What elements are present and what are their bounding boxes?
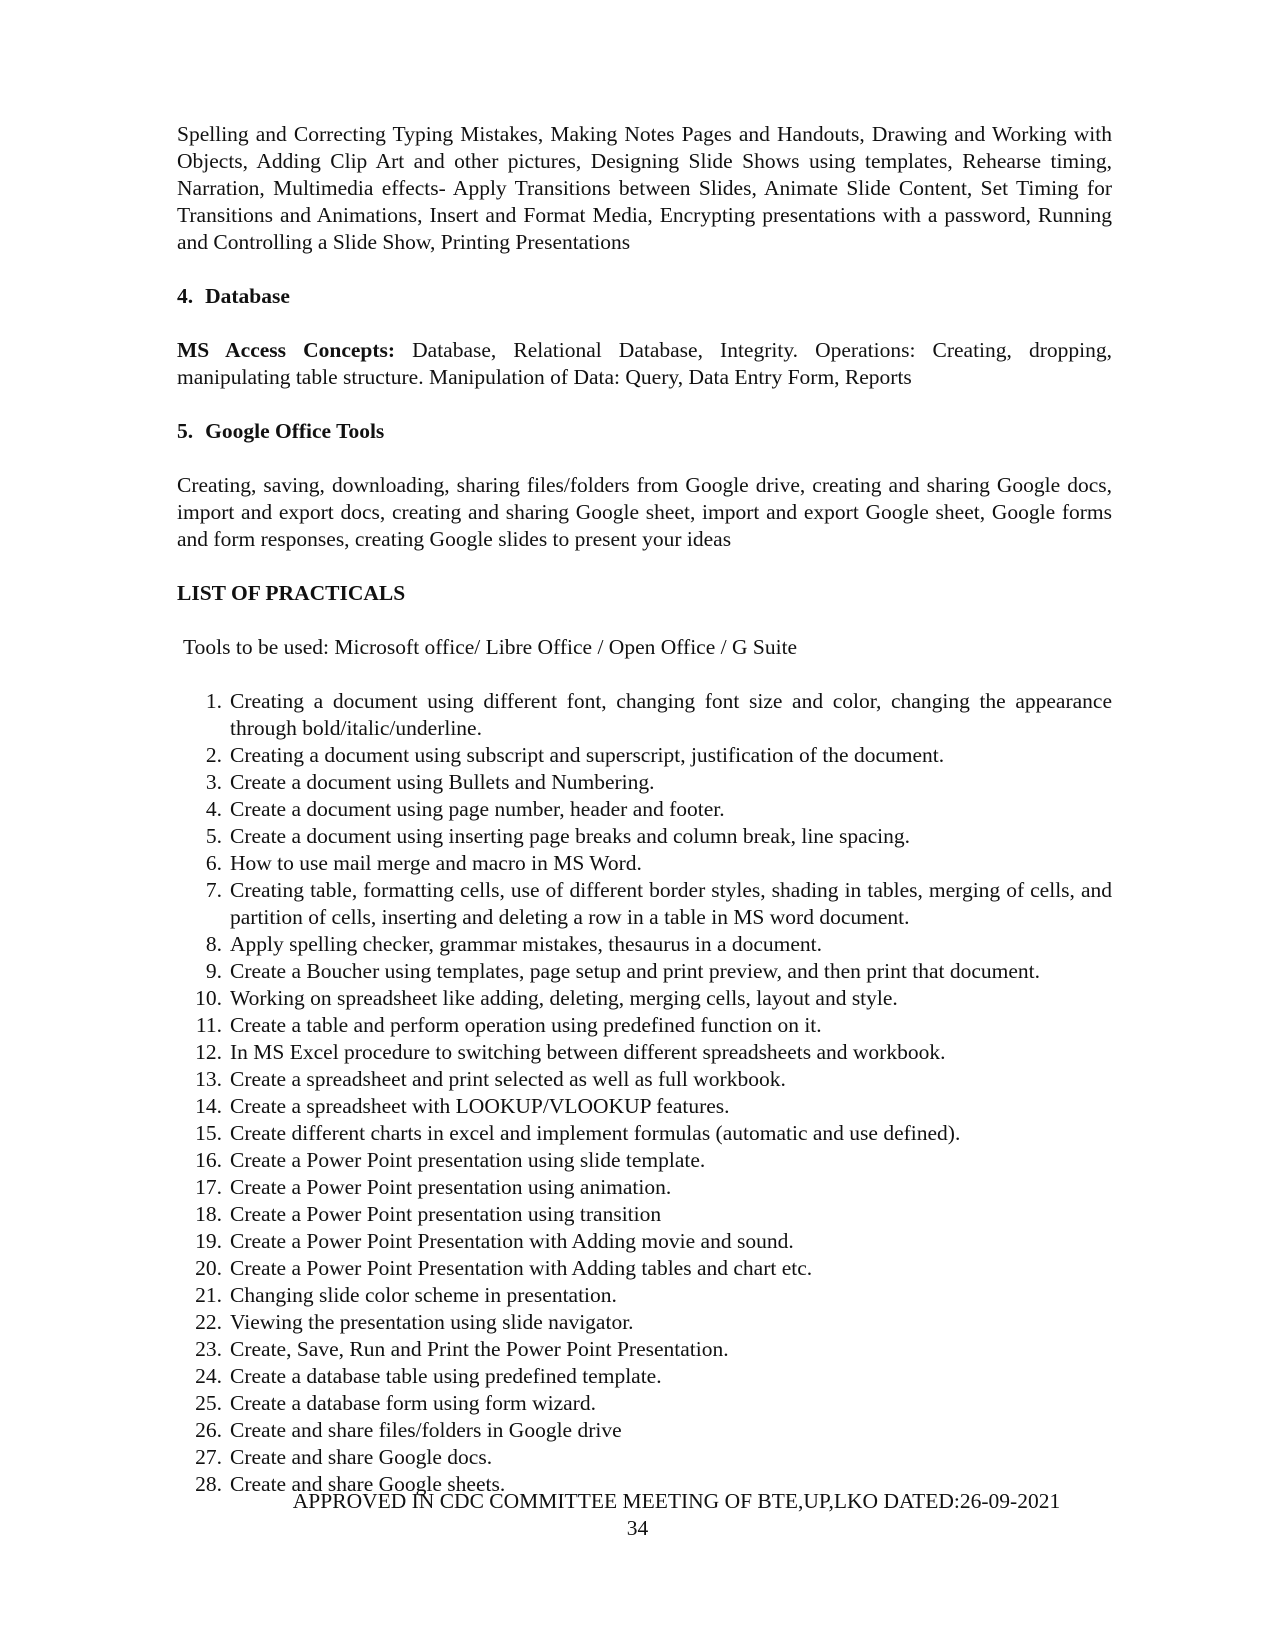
- page-footer: [0, 1488, 1275, 1542]
- practical-item: [177, 1120, 1112, 1147]
- practical-text: Viewing the presentation using slide navigator.: [230, 1310, 634, 1334]
- practical-item: [177, 1093, 1112, 1120]
- spacer: [177, 553, 1112, 580]
- practical-item: [177, 1228, 1112, 1255]
- practical-item: [177, 1444, 1112, 1471]
- practical-number: 7.: [205, 878, 222, 902]
- practicals-heading: LIST OF PRACTICALS: [177, 581, 406, 605]
- practical-text: How to use mail merge and macro in MS Word.: [230, 851, 642, 875]
- practical-number: 25.: [195, 1391, 222, 1415]
- practical-item: [177, 1039, 1112, 1066]
- practical-number: 22.: [195, 1310, 222, 1334]
- section-4-paragraph: [177, 337, 1112, 391]
- practical-text: Creating table, formatting cells, use of different border styles, shading in tables, merging of cells, and partition of cells, inserting and deleting a row in a table in MS word document.: [230, 878, 1112, 929]
- practical-item: [177, 985, 1112, 1012]
- practical-number: 16.: [195, 1148, 222, 1172]
- practical-text: Create different charts in excel and implement formulas (automatic and use defined).: [230, 1121, 961, 1145]
- practical-number: 6.: [205, 851, 222, 875]
- practical-item: [177, 688, 1112, 742]
- practical-number: 20.: [195, 1256, 222, 1280]
- practical-number: 13.: [195, 1067, 222, 1091]
- section-4-number: 4.: [177, 284, 194, 308]
- practical-item: [177, 1147, 1112, 1174]
- practical-number: 14.: [195, 1094, 222, 1118]
- practical-number: 11.: [195, 1013, 222, 1037]
- practical-item: [177, 1390, 1112, 1417]
- practical-text: Creating a document using subscript and superscript, justification of the document.: [230, 743, 945, 767]
- section-4-body: Database, Relational Database, Integrity. Operations: Creating, dropping, manipulating table structure. Manipulation of Data: Query, Data Entry Form, Reports: [177, 338, 1112, 389]
- spacer: [177, 607, 1112, 634]
- practical-text: Create a document using Bullets and Numbering.: [230, 770, 655, 794]
- practical-text: Create a Power Point presentation using animation.: [230, 1175, 672, 1199]
- practical-text: Create a document using inserting page breaks and column break, line spacing.: [230, 824, 911, 848]
- practical-text: Create and share files/folders in Google drive: [230, 1418, 622, 1442]
- section-5-paragraph: Creating, saving, downloading, sharing files/folders from Google drive, creating and sharing Google docs, import and export docs, creating and sharing Google sheet, import and export Google sheet, Google forms and form responses, creating Google slides to present your ideas: [177, 473, 1112, 551]
- document-page: [177, 121, 1112, 1498]
- practical-item: [177, 1174, 1112, 1201]
- practical-text: In MS Excel procedure to switching between different spreadsheets and workbook.: [230, 1040, 946, 1064]
- practical-number: 18.: [195, 1202, 222, 1226]
- spacer: [177, 445, 1112, 472]
- section-4-title: Database: [205, 284, 290, 308]
- practical-number: 1.: [205, 689, 222, 713]
- spacer: [177, 310, 1112, 337]
- approval-note: APPROVED IN CDC COMMITTEE MEETING OF BTE,UP,LKO DATED:26-09-2021: [292, 1489, 1061, 1513]
- practical-text: Apply spelling checker, grammar mistakes, thesaurus in a document.: [230, 932, 823, 956]
- practical-number: 27.: [195, 1445, 222, 1469]
- practical-text: Create a database table using predefined template.: [230, 1364, 662, 1388]
- tools-line: Tools to be used: Microsoft office/ Libre Office / Open Office / G Suite: [183, 635, 798, 659]
- practical-text: Create a database form using form wizard.: [230, 1391, 596, 1415]
- practical-number: 3.: [205, 770, 222, 794]
- practical-text: Create a spreadsheet with LOOKUP/VLOOKUP features.: [230, 1094, 730, 1118]
- practical-item: [177, 769, 1112, 796]
- practical-text: Create a Power Point Presentation with Adding movie and sound.: [230, 1229, 794, 1253]
- practical-item: [177, 1363, 1112, 1390]
- spacer: [177, 256, 1112, 283]
- practical-text: Create and share Google sheets.: [230, 1472, 506, 1496]
- practical-number: 17.: [195, 1175, 222, 1199]
- practical-item: [177, 931, 1112, 958]
- practical-item: [177, 1282, 1112, 1309]
- section-4-lead: MS Access Concepts:: [177, 338, 396, 362]
- section-5-heading: [177, 418, 1112, 445]
- practical-item: [177, 1201, 1112, 1228]
- practical-text: Create a table and perform operation using predefined function on it.: [230, 1013, 822, 1037]
- practical-text: Create a Power Point Presentation with Adding tables and chart etc.: [230, 1256, 813, 1280]
- practical-number: 8.: [205, 932, 222, 956]
- section-4-heading: [177, 283, 1112, 310]
- practical-text: Create a Power Point presentation using slide template.: [230, 1148, 706, 1172]
- practical-item: [177, 850, 1112, 877]
- practical-number: 24.: [195, 1364, 222, 1388]
- section-5-number: 5.: [177, 419, 194, 443]
- section-5-title: Google Office Tools: [205, 419, 385, 443]
- practical-number: 19.: [195, 1229, 222, 1253]
- practicals-list: [177, 688, 1112, 1498]
- practical-number: 9.: [205, 959, 222, 983]
- intro-paragraph: Spelling and Correcting Typing Mistakes, Making Notes Pages and Handouts, Drawing and Working with Objects, Adding Clip Art and other pictures, Designing Slide Shows using templates, Rehearse timing, Narration, Multimedia effects- Apply Transitions between Slides, Animate Slide Content, Set Timing for Transitions and Animations, Insert and Format Media, Encrypting presentations with a password, Running and Controlling a Slide Show, Printing Presentations: [177, 122, 1112, 254]
- practical-item: [177, 877, 1112, 931]
- practical-item: [177, 1012, 1112, 1039]
- practical-text: Create a Power Point presentation using transition: [230, 1202, 662, 1226]
- practical-text: Working on spreadsheet like adding, deleting, merging cells, layout and style.: [230, 986, 898, 1010]
- practical-text: Changing slide color scheme in presentation.: [230, 1283, 617, 1307]
- practical-number: 28.: [195, 1472, 222, 1496]
- practical-item: [177, 1255, 1112, 1282]
- practical-text: Create and share Google docs.: [230, 1445, 493, 1469]
- practical-item: [177, 1309, 1112, 1336]
- practical-text: Creating a document using different font, changing font size and color, changing the appearance through bold/italic/underline.: [230, 689, 1112, 740]
- practical-item: [177, 1336, 1112, 1363]
- practical-number: 15.: [195, 1121, 222, 1145]
- practical-number: 23.: [195, 1337, 222, 1361]
- page-number: 34: [626, 1516, 649, 1540]
- practical-number: 4.: [205, 797, 222, 821]
- practical-item: [177, 796, 1112, 823]
- practical-text: Create, Save, Run and Print the Power Point Presentation.: [230, 1337, 729, 1361]
- practical-text: Create a Boucher using templates, page setup and print preview, and then print that document.: [230, 959, 1040, 983]
- practical-number: 12.: [195, 1040, 222, 1064]
- practical-number: 21.: [195, 1283, 222, 1307]
- practical-item: [177, 823, 1112, 850]
- practical-item: [177, 1417, 1112, 1444]
- spacer: [177, 661, 1112, 688]
- practical-text: Create a spreadsheet and print selected as well as full workbook.: [230, 1067, 786, 1091]
- practical-number: 10.: [195, 986, 222, 1010]
- practical-item: [177, 742, 1112, 769]
- practical-item: [177, 1066, 1112, 1093]
- practical-text: Create a document using page number, header and footer.: [230, 797, 725, 821]
- practical-number: 2.: [205, 743, 222, 767]
- spacer: [177, 391, 1112, 418]
- practical-number: 5.: [205, 824, 222, 848]
- practical-number: 26.: [195, 1418, 222, 1442]
- practical-item: [177, 958, 1112, 985]
